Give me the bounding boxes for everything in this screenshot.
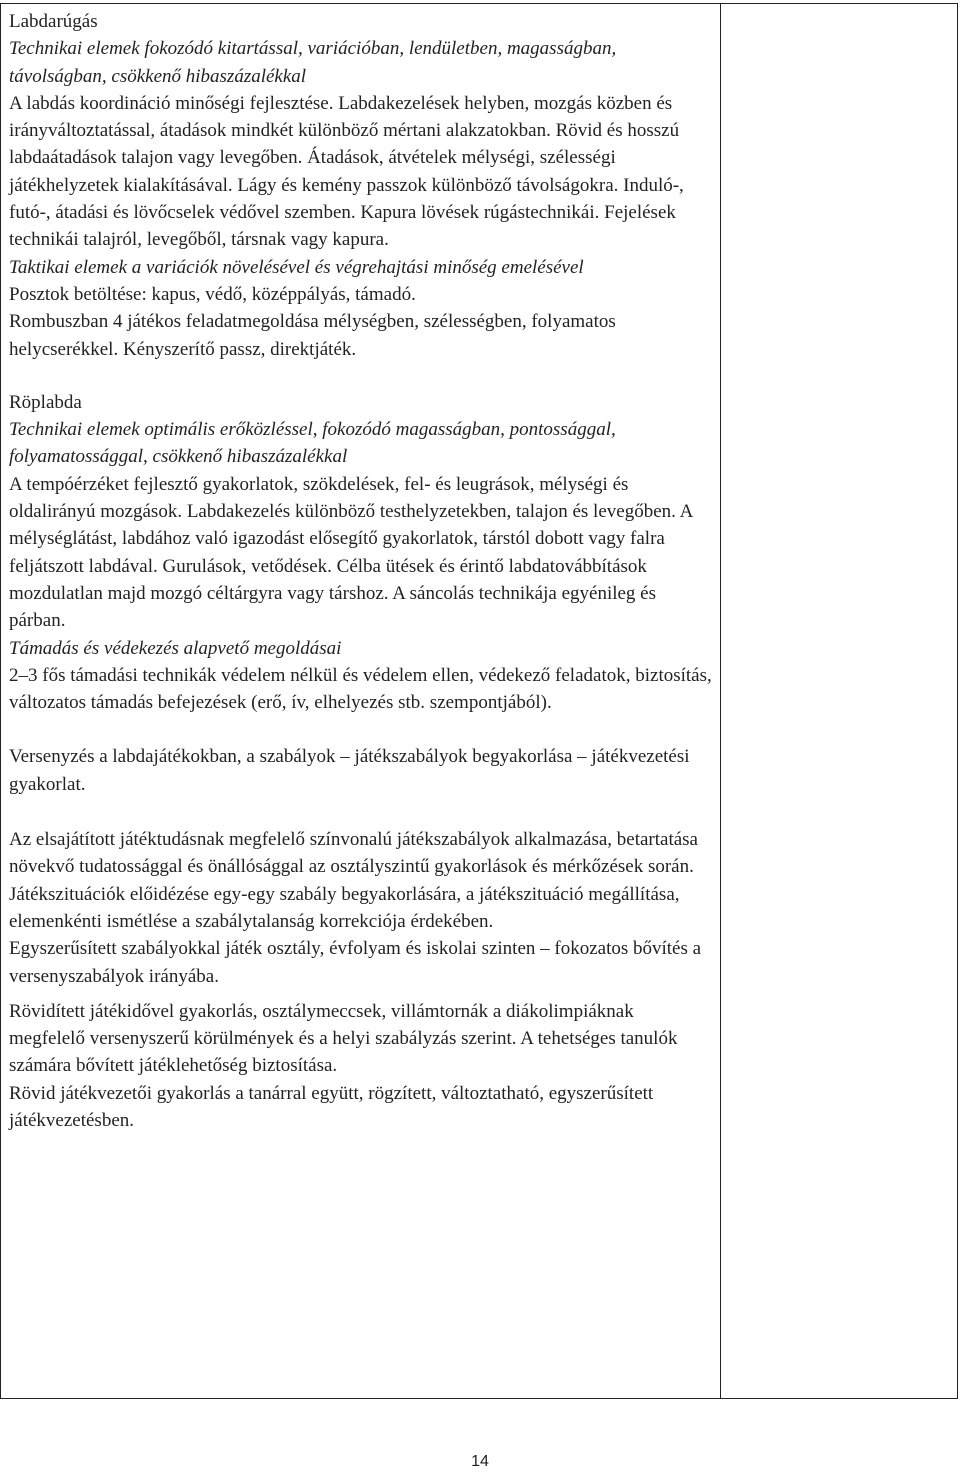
paragraph: A labdás koordináció minőségi fejlesztése. Labdakezelések helyben, mozgás közben és irányváltoztatással, átadások mindkét különböző mértani alakzatokban. Rövid és hosszú labdaátadások talajon vagy levegőben. Átadások, átvételek mélységi, szélességi játékhelyzetek kialakításával. Lágy és kemény passzok különböző távolságokra. Induló-, futó-, átadási és lövőcselek védővel szemben. Kapura lövések rúgástechnikái. Fejelések technikái talajról, levegőből, társnak vagy kapura. (9, 92, 684, 251)
section-subtitle: Taktikai elemek a variációk növelésével és végrehajtási minőség emelésével (9, 256, 584, 278)
paragraph: Egyszerűsített szabályokkal játék osztály, évfolyam és iskolai szinten – fokozatos bővítés a versenyszabályok irányába. (9, 938, 702, 987)
side-empty-cell (721, 4, 957, 1398)
spacer (9, 363, 712, 389)
section-rovidtett-jatekido (9, 998, 712, 1134)
paragraph: 2–3 fős támadási technikák védelem nélkül és védelem ellen, védekező feladatok, biztosítás, változatos támadás befejezések (erő, ív, elhelyezés stb. szempontjából). (9, 664, 712, 714)
section-subtitle: Technikai elemek optimális erőközléssel, fokozódó magasságban, pontossággal, folyamatossággal, csökkenő hibaszázalékkal (9, 419, 616, 468)
page-number: 14 (471, 1453, 489, 1470)
section-title: Labdarúgás (9, 11, 98, 32)
paragraph: Rombuszban 4 játékos feladatmegoldása mélységben, szélességben, folyamatos helycserékkel. Kényszerítő passz, direktjáték. (9, 311, 616, 360)
spacer (9, 798, 712, 826)
paragraph: Rövid játékvezetői gyakorlás a tanárral együtt, rögzített, változtatható, egyszerűsített játékvezetésben. (9, 1082, 654, 1131)
paragraph: Játékszituációk előidézése egy-egy szabály begyakorlására, a játékszituáció megállítása, elemenkénti ismétlése a szabálytalanság korrekciója érdekében. (9, 883, 680, 932)
section-roplabda (9, 389, 712, 717)
paragraph: Rövidített játékidővel gyakorlás, osztálymeccsek, villámtornák a diákolimpiáknak megfelelő versenyszerű körülmények és a helyi szabályzás szerint. A tehetséges tanulók számára bővített játéklehetőség biztosítása. (9, 1000, 678, 1077)
section-subtitle: Támadás és védekezés alapvető megoldásai (9, 637, 342, 659)
content-table (0, 3, 958, 1399)
section-szabalyok (9, 826, 712, 990)
paragraph: Versenyzés a labdajátékokban, a szabályok – játékszabályok begyakorlása – játékvezetési gyakorlat. (9, 746, 690, 795)
spacer (9, 716, 712, 743)
paragraph: A tempóérzéket fejlesztő gyakorlatok, szökdelések, fel- és leugrások, mélységi és oldalirányú mozgások. Labdakezelés különböző testhelyzetekben, talajon és levegőben. A mélységlátást, labdához való igazodást elősegítő gyakorlatok, társtól dobott vagy falra feljátszott labdával. Gurulások, vetődések. Célba ütések és érintő labdatovábbítások mozdulatlan majd mozgó céltárgyra vagy társhoz. A sáncolás technikája egyénileg és párban. (9, 473, 693, 632)
spacer (9, 990, 712, 998)
section-subtitle: Technikai elemek fokozódó kitartással, variációban, lendületben, magasságban, távolságban, csökkenő hibaszázalékkal (9, 38, 617, 87)
paragraph: Posztok betöltése: kapus, védő, középpályás, támadó. (9, 283, 416, 305)
paragraph: Az elsajátított játéktudásnak megfelelő színvonalú játékszabályok alkalmazása, betartatása növekvő tudatossággal és önállósággal az osztályszintű gyakorlások és mérkőzések során. (9, 829, 698, 878)
section-versenyzes (9, 743, 712, 798)
section-title: Röplabda (9, 391, 82, 413)
main-content-cell (1, 4, 721, 1398)
section-labdarugas (9, 8, 712, 363)
